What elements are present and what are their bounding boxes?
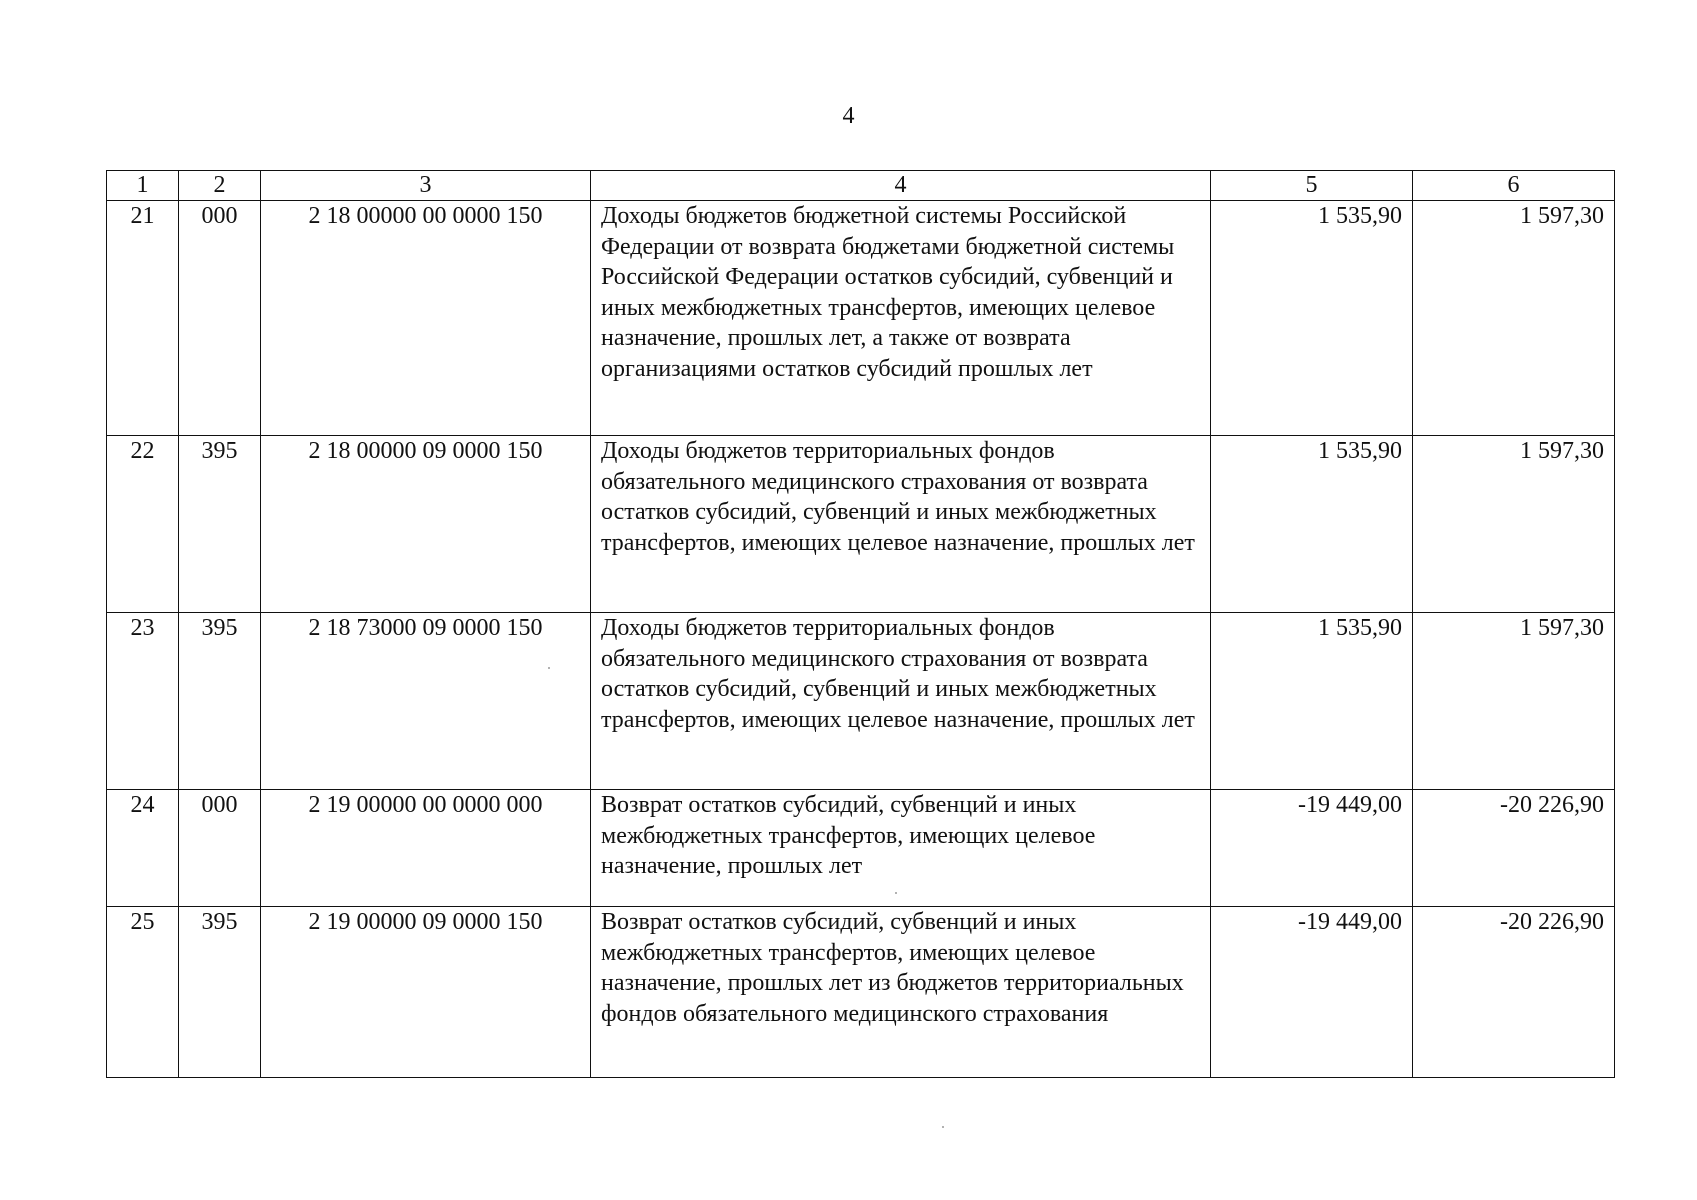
budget-classification-code: 2 19 00000 00 0000 000 <box>261 790 591 907</box>
page-number: 4 <box>842 103 855 129</box>
value-column-6: -20 226,90 <box>1413 790 1615 907</box>
column-header-6: 6 <box>1413 171 1615 201</box>
income-description: Возврат остатков субсидий, субвенций и иных межбюджетных трансфертов, имеющих целевое назначение, прошлых лет <box>591 790 1211 907</box>
value-column-6: 1 597,30 <box>1413 436 1615 613</box>
table-row <box>107 201 1615 436</box>
admin-code: 395 <box>179 907 261 1078</box>
income-description: Доходы бюджетов территориальных фондов обязательного медицинского страхования от возврата остатков субсидий, субвенций и иных межбюджетных трансфертов, имеющих целевое назначение, прошлых лет <box>591 436 1211 613</box>
scan-speck <box>548 667 550 669</box>
income-description: Доходы бюджетов бюджетной системы Российской Федерации от возврата бюджетами бюджетной системы Российской Федерации остатков субсидий, субвенций и иных межбюджетных трансфертов, имеющих целевое назначение, прошлых лет, а также от возврата организациями остатков субсидий прошлых лет <box>591 201 1211 436</box>
row-number: 22 <box>107 436 179 613</box>
row-number: 23 <box>107 613 179 790</box>
column-header-5: 5 <box>1211 171 1413 201</box>
admin-code: 395 <box>179 613 261 790</box>
column-header-2: 2 <box>179 171 261 201</box>
budget-classification-code: 2 19 00000 09 0000 150 <box>261 907 591 1078</box>
value-column-6: 1 597,30 <box>1413 613 1615 790</box>
value-column-5: -19 449,00 <box>1211 907 1413 1078</box>
value-column-5: 1 535,90 <box>1211 201 1413 436</box>
scan-speck <box>942 1126 944 1128</box>
budget-classification-code: 2 18 73000 09 0000 150 <box>261 613 591 790</box>
header-row <box>107 171 1615 201</box>
budget-classification-code: 2 18 00000 09 0000 150 <box>261 436 591 613</box>
budget-table <box>106 170 1615 1078</box>
admin-code: 000 <box>179 790 261 907</box>
column-header-4: 4 <box>591 171 1211 201</box>
table-row <box>107 436 1615 613</box>
income-description: Доходы бюджетов территориальных фондов обязательного медицинского страхования от возврата остатков субсидий, субвенций и иных межбюджетных трансфертов, имеющих целевое назначение, прошлых лет <box>591 613 1211 790</box>
column-header-3: 3 <box>261 171 591 201</box>
income-description: Возврат остатков субсидий, субвенций и иных межбюджетных трансфертов, имеющих целевое назначение, прошлых лет из бюджетов территориальных фондов обязательного медицинского страхования <box>591 907 1211 1078</box>
value-column-6: 1 597,30 <box>1413 201 1615 436</box>
table-row <box>107 907 1615 1078</box>
value-column-5: 1 535,90 <box>1211 436 1413 613</box>
row-number: 21 <box>107 201 179 436</box>
row-number: 25 <box>107 907 179 1078</box>
table-row <box>107 790 1615 907</box>
budget-classification-code: 2 18 00000 00 0000 150 <box>261 201 591 436</box>
table-row <box>107 613 1615 790</box>
row-number: 24 <box>107 790 179 907</box>
value-column-6: -20 226,90 <box>1413 907 1615 1078</box>
value-column-5: 1 535,90 <box>1211 613 1413 790</box>
admin-code: 395 <box>179 436 261 613</box>
admin-code: 000 <box>179 201 261 436</box>
column-header-1: 1 <box>107 171 179 201</box>
scan-speck <box>895 892 897 894</box>
value-column-5: -19 449,00 <box>1211 790 1413 907</box>
